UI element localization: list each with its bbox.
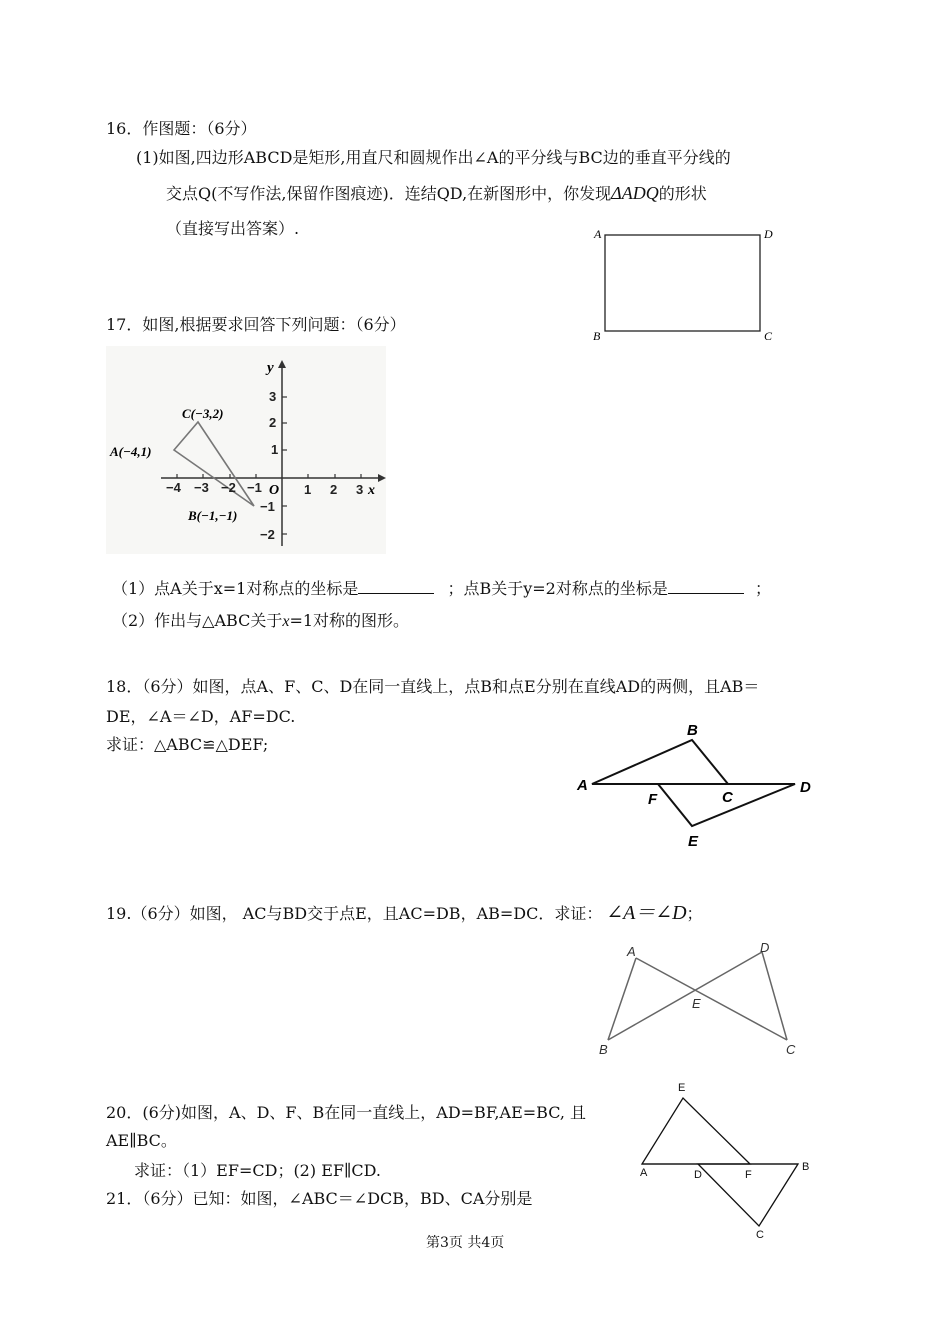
triangle-abc — [592, 740, 728, 784]
segment-ac — [636, 958, 787, 1040]
label-e: E — [692, 996, 701, 1011]
q18-line3: 求证：△ABC≌△DEF; — [106, 735, 269, 754]
ytick-1: 1 — [271, 442, 279, 457]
ytick-neg1: −1 — [260, 499, 275, 514]
segment-ab — [608, 958, 636, 1040]
rectangle-abcd — [605, 235, 760, 331]
label-a: A — [577, 777, 588, 794]
q16-triangle-math: ΔADQ — [611, 183, 659, 203]
q18-line1: 18．（6分）如图，点A、F、C、D在同一直线上，点B和点E分别在直线AD的两侧，且AB＝ — [106, 677, 760, 696]
q19-crossed-triangles-figure — [590, 936, 810, 1060]
q16-title: 16．作图题：（6分） — [106, 119, 257, 138]
answer-blank-2[interactable] — [668, 579, 744, 594]
answer-blank-1[interactable] — [358, 579, 434, 594]
q17-part1-c: ； — [754, 579, 771, 598]
label-a: A — [627, 944, 636, 959]
label-d: D — [764, 227, 773, 241]
label-e: E — [688, 833, 699, 850]
q16-line2-tail: 的形状 — [658, 184, 707, 203]
q19-text: 19.（6分）如图， AC与BD交于点E，且AC=DB，AB=DC．求证： — [106, 904, 603, 923]
label-b: B — [687, 722, 698, 739]
q17-part2-x: x — [282, 613, 290, 630]
label-d: D — [694, 1169, 702, 1181]
q16-line1: (1)如图,四边形ABCD是矩形,用直尺和圆规作出∠A的平分线与BC边的垂直平分线的 — [136, 148, 731, 167]
q20-line3: 求证：（1）EF=CD；(2) EF∥CD. — [134, 1161, 381, 1180]
q17-title: 17．如图,根据要求回答下列问题：（6分） — [106, 315, 406, 334]
q17-part2 — [112, 610, 409, 633]
q19-tail: ； — [686, 904, 703, 923]
label-a: A — [640, 1167, 648, 1179]
xtick-2: 2 — [330, 482, 338, 497]
label-d: D — [800, 779, 811, 796]
label-f: F — [648, 791, 658, 808]
segment-dc — [762, 952, 787, 1040]
label-b: B — [599, 1042, 608, 1057]
q16-line2-text: 交点Q(不写作法,保留作图痕迹)．连结QD,在新图形中，你发现 — [166, 184, 612, 203]
triangle-aef — [642, 1098, 750, 1164]
q17-part1-b: ；点B关于y=2对称点的坐标是 — [447, 579, 668, 598]
xtick-neg2: −2 — [221, 480, 236, 495]
label-e: E — [678, 1082, 686, 1094]
label-c: C — [722, 789, 733, 806]
label-b: B — [802, 1161, 810, 1173]
q17-part1 — [112, 578, 771, 600]
point-c-label: C(−3,2) — [182, 406, 224, 421]
xtick-neg4: −4 — [166, 480, 181, 495]
xtick-neg1: −1 — [247, 480, 262, 495]
q16-line2 — [166, 182, 707, 205]
point-b-label: B(−1,−1) — [188, 508, 238, 523]
label-f: F — [745, 1169, 752, 1181]
q18-line2: DE，∠A＝∠D，AF=DC. — [106, 707, 296, 726]
segment-db — [608, 952, 762, 1040]
q20-line2: AE∥BC。 — [106, 1131, 177, 1150]
q16-line3: （直接写出答案）. — [166, 219, 300, 238]
page-footer: 第3页 共4页 — [426, 1235, 505, 1251]
axis-x-label: x — [368, 483, 375, 498]
q20-line1: 20．(6分)如图，A、D、F、B在同一直线上，AD=BF,AE=BC, 且 — [106, 1103, 587, 1122]
q17-part2-a: （2）作出与△ABC关于 — [112, 611, 283, 630]
q17-part1-a: （1）点A关于x=1对称点的坐标是 — [112, 579, 359, 598]
xtick-1: 1 — [304, 482, 312, 497]
label-c: C — [756, 1229, 764, 1241]
q20-triangles-figure — [628, 1078, 828, 1242]
q16-rectangle-figure — [588, 222, 788, 348]
label-b: B — [593, 329, 601, 343]
xtick-3: 3 — [356, 482, 364, 497]
ytick-neg2: −2 — [260, 527, 275, 542]
label-d: D — [760, 940, 770, 955]
xtick-neg3: −3 — [194, 480, 209, 495]
q21-line1: 21．（6分）已知：如图，∠ABC＝∠DCB，BD、CA分别是 — [106, 1189, 533, 1208]
label-c: C — [764, 329, 773, 343]
ytick-2: 2 — [269, 415, 277, 430]
ytick-3: 3 — [269, 389, 277, 404]
axis-y-label: y — [267, 360, 274, 376]
q18-triangles-figure — [570, 718, 820, 854]
label-a: A — [594, 227, 602, 241]
point-a-label: A(−4,1) — [110, 444, 152, 459]
q17-coordinate-figure — [106, 346, 386, 554]
origin-label: O — [269, 483, 280, 498]
q19-line1 — [106, 902, 703, 925]
q17-part2-b: =1对称的图形。 — [289, 611, 410, 630]
q19-math: ∠A＝∠D — [606, 902, 687, 924]
label-c: C — [786, 1042, 796, 1057]
